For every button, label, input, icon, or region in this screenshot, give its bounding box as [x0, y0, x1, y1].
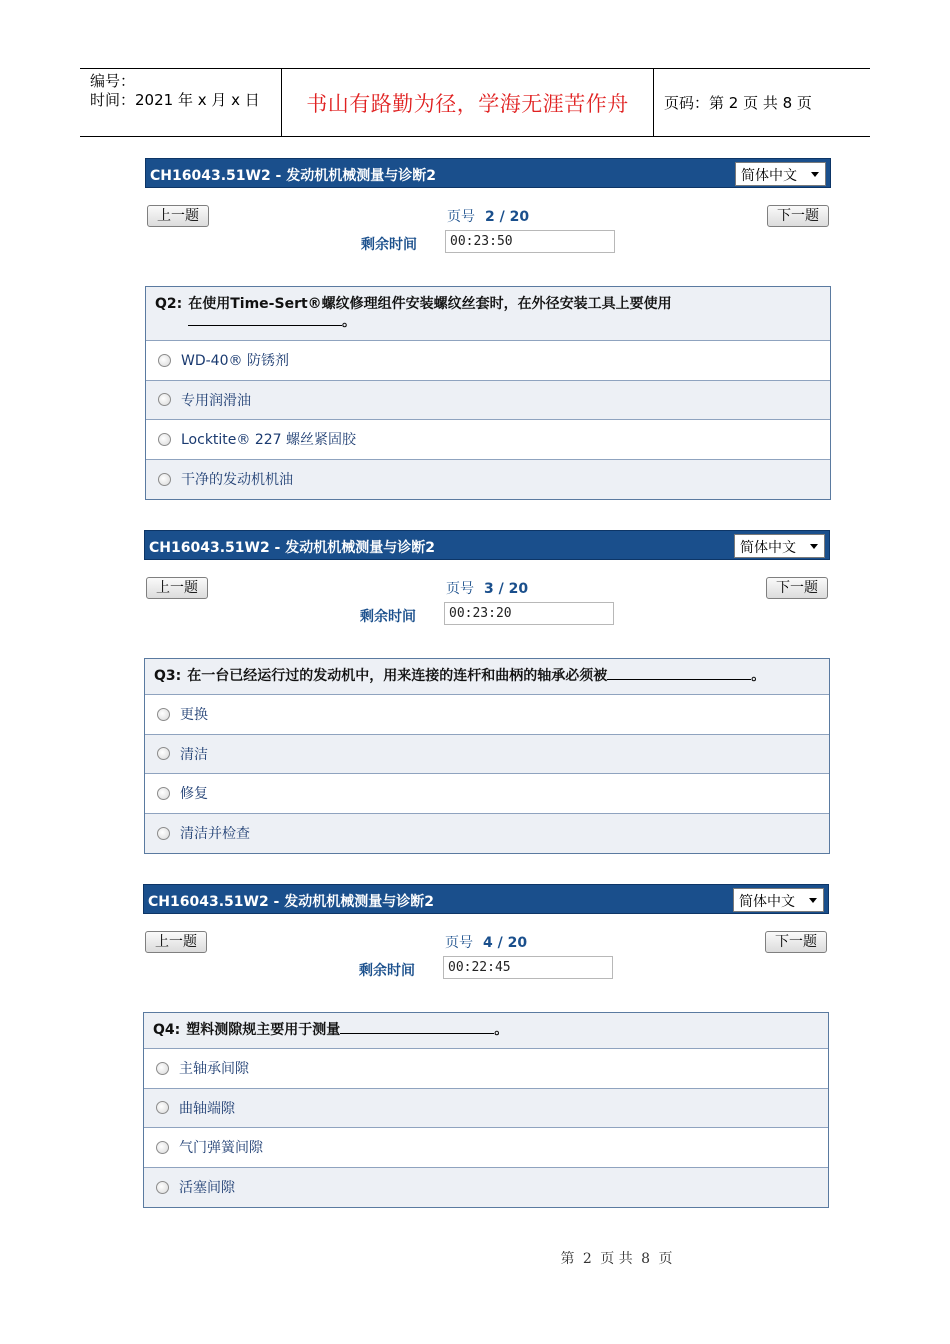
language-select[interactable] — [735, 162, 826, 186]
header-motto: 书山有路勤为径，学海无涯苦作舟 — [306, 91, 629, 116]
time-remaining-label: 剩余时间 — [361, 237, 417, 253]
quiz-title: CH16043.51W2 - 发动机机械测量与诊断2 — [150, 168, 436, 184]
page-value: 2 / 20 — [485, 209, 530, 225]
question-number: Q2: — [155, 296, 183, 312]
radio-button[interactable] — [158, 354, 171, 367]
answer-option[interactable] — [146, 341, 830, 381]
chevron-down-icon — [811, 172, 819, 177]
option-label: 主轴承间隙 — [179, 1061, 249, 1078]
language-select[interactable] — [734, 534, 825, 558]
footer-prefix: 第 — [560, 1251, 575, 1267]
answer-option[interactable] — [144, 1128, 828, 1168]
quiz-title: CH16043.51W2 - 发动机机械测量与诊断2 — [149, 540, 435, 556]
quiz-title-bar — [143, 884, 829, 914]
question-text: 在使用Time-Sert®螺纹修理组件安装螺纹丝套时，在外径安装工具上要使用 — [188, 296, 672, 312]
page-indicator — [447, 206, 529, 226]
answer-option[interactable] — [146, 381, 830, 421]
question-tail: 。 — [494, 1022, 509, 1038]
language-select[interactable] — [733, 888, 824, 912]
page-label: 页号 — [445, 935, 473, 951]
time-remaining-field: 00:23:20 — [444, 602, 614, 625]
quiz-title: CH16043.51W2 - 发动机机械测量与诊断2 — [148, 894, 434, 910]
answer-option[interactable] — [144, 1049, 828, 1089]
answer-blank — [188, 314, 342, 326]
quiz-title-bar — [145, 158, 831, 188]
radio-button[interactable] — [156, 1101, 169, 1114]
page-label: 页号 — [447, 209, 475, 225]
chevron-down-icon — [810, 544, 818, 549]
answer-option[interactable] — [144, 1089, 828, 1129]
question-box — [144, 658, 830, 854]
time-remaining-field: 00:23:50 — [445, 230, 615, 253]
document-header — [80, 68, 870, 137]
footer-middle: 页 共 — [600, 1251, 633, 1267]
answer-option[interactable] — [144, 1168, 828, 1208]
language-select-value: 简体中文 — [739, 894, 795, 910]
answer-option[interactable] — [145, 695, 829, 735]
option-label: 清洁 — [180, 746, 208, 763]
question-text: 塑料测隙规主要用于测量 — [186, 1022, 341, 1038]
header-page-info-cell — [654, 69, 870, 136]
quiz-title-bar — [144, 530, 830, 560]
radio-button[interactable] — [158, 433, 171, 446]
radio-button[interactable] — [156, 1181, 169, 1194]
answer-option[interactable] — [145, 774, 829, 814]
prev-question-button[interactable]: 上一题 — [146, 577, 208, 599]
option-label: 修复 — [180, 786, 208, 803]
header-motto-cell — [282, 69, 654, 136]
radio-button[interactable] — [157, 708, 170, 721]
question-text: 在一台已经运行过的发动机中，用来连接的连杆和曲柄的轴承必须被 — [187, 668, 608, 684]
question-header — [144, 1013, 828, 1049]
option-label: 清洁并检查 — [180, 826, 250, 843]
page-value: 4 / 20 — [483, 935, 528, 951]
page-footer — [0, 1248, 950, 1268]
radio-button[interactable] — [156, 1141, 169, 1154]
question-header — [145, 659, 829, 695]
prev-question-button[interactable]: 上一题 — [147, 205, 209, 227]
time-remaining-label: 剩余时间 — [359, 963, 415, 979]
page-indicator — [445, 932, 527, 952]
chevron-down-icon — [809, 898, 817, 903]
option-label: 气门弹簧间隙 — [179, 1140, 263, 1157]
question-number: Q3: — [154, 668, 182, 684]
answer-option[interactable] — [146, 420, 830, 460]
option-label: 曲轴端隙 — [179, 1100, 235, 1117]
question-number: Q4: — [153, 1022, 181, 1038]
next-question-button[interactable]: 下一题 — [766, 577, 828, 599]
question-header — [146, 287, 830, 341]
page-value: 3 / 20 — [484, 581, 529, 597]
radio-button[interactable] — [158, 473, 171, 486]
answer-option[interactable] — [146, 460, 830, 500]
question-box — [145, 286, 831, 500]
time-remaining-label: 剩余时间 — [360, 609, 416, 625]
option-label: 活塞间隙 — [179, 1180, 235, 1197]
answer-option[interactable] — [145, 814, 829, 854]
header-id-label: 编号： — [90, 72, 136, 90]
header-left-cell — [80, 69, 282, 136]
language-select-value: 简体中文 — [741, 168, 797, 184]
answer-option[interactable] — [145, 735, 829, 775]
page-indicator — [446, 578, 528, 598]
question-tail: 。 — [751, 668, 766, 684]
language-select-value: 简体中文 — [740, 540, 796, 556]
question-tail: 。 — [342, 314, 356, 330]
page-label: 页号 — [446, 581, 474, 597]
option-label: 更换 — [180, 707, 208, 724]
footer-suffix: 页 — [658, 1251, 673, 1267]
radio-button[interactable] — [157, 827, 170, 840]
option-label: 专用润滑油 — [181, 392, 251, 409]
time-remaining-field: 00:22:45 — [443, 956, 613, 979]
radio-button[interactable] — [157, 787, 170, 800]
header-time-label: 时间：2021 年 x 月 x 日 — [90, 91, 260, 109]
footer-total-pages: 8 — [641, 1251, 651, 1267]
next-question-button[interactable]: 下一题 — [767, 205, 829, 227]
header-page-info: 页码：第 2 页 共 8 页 — [664, 94, 812, 112]
option-label: 干净的发动机机油 — [181, 472, 293, 489]
answer-blank — [340, 1022, 494, 1034]
option-label: WD-40® 防锈剂 — [181, 353, 289, 370]
radio-button[interactable] — [158, 393, 171, 406]
answer-blank — [607, 668, 751, 680]
question-box — [143, 1012, 829, 1208]
footer-current-page: 2 — [582, 1251, 592, 1267]
next-question-button[interactable]: 下一题 — [765, 931, 827, 953]
option-label: Locktite® 227 螺丝紧固胶 — [181, 432, 357, 449]
radio-button[interactable] — [157, 747, 170, 760]
prev-question-button[interactable]: 上一题 — [145, 931, 207, 953]
radio-button[interactable] — [156, 1062, 169, 1075]
